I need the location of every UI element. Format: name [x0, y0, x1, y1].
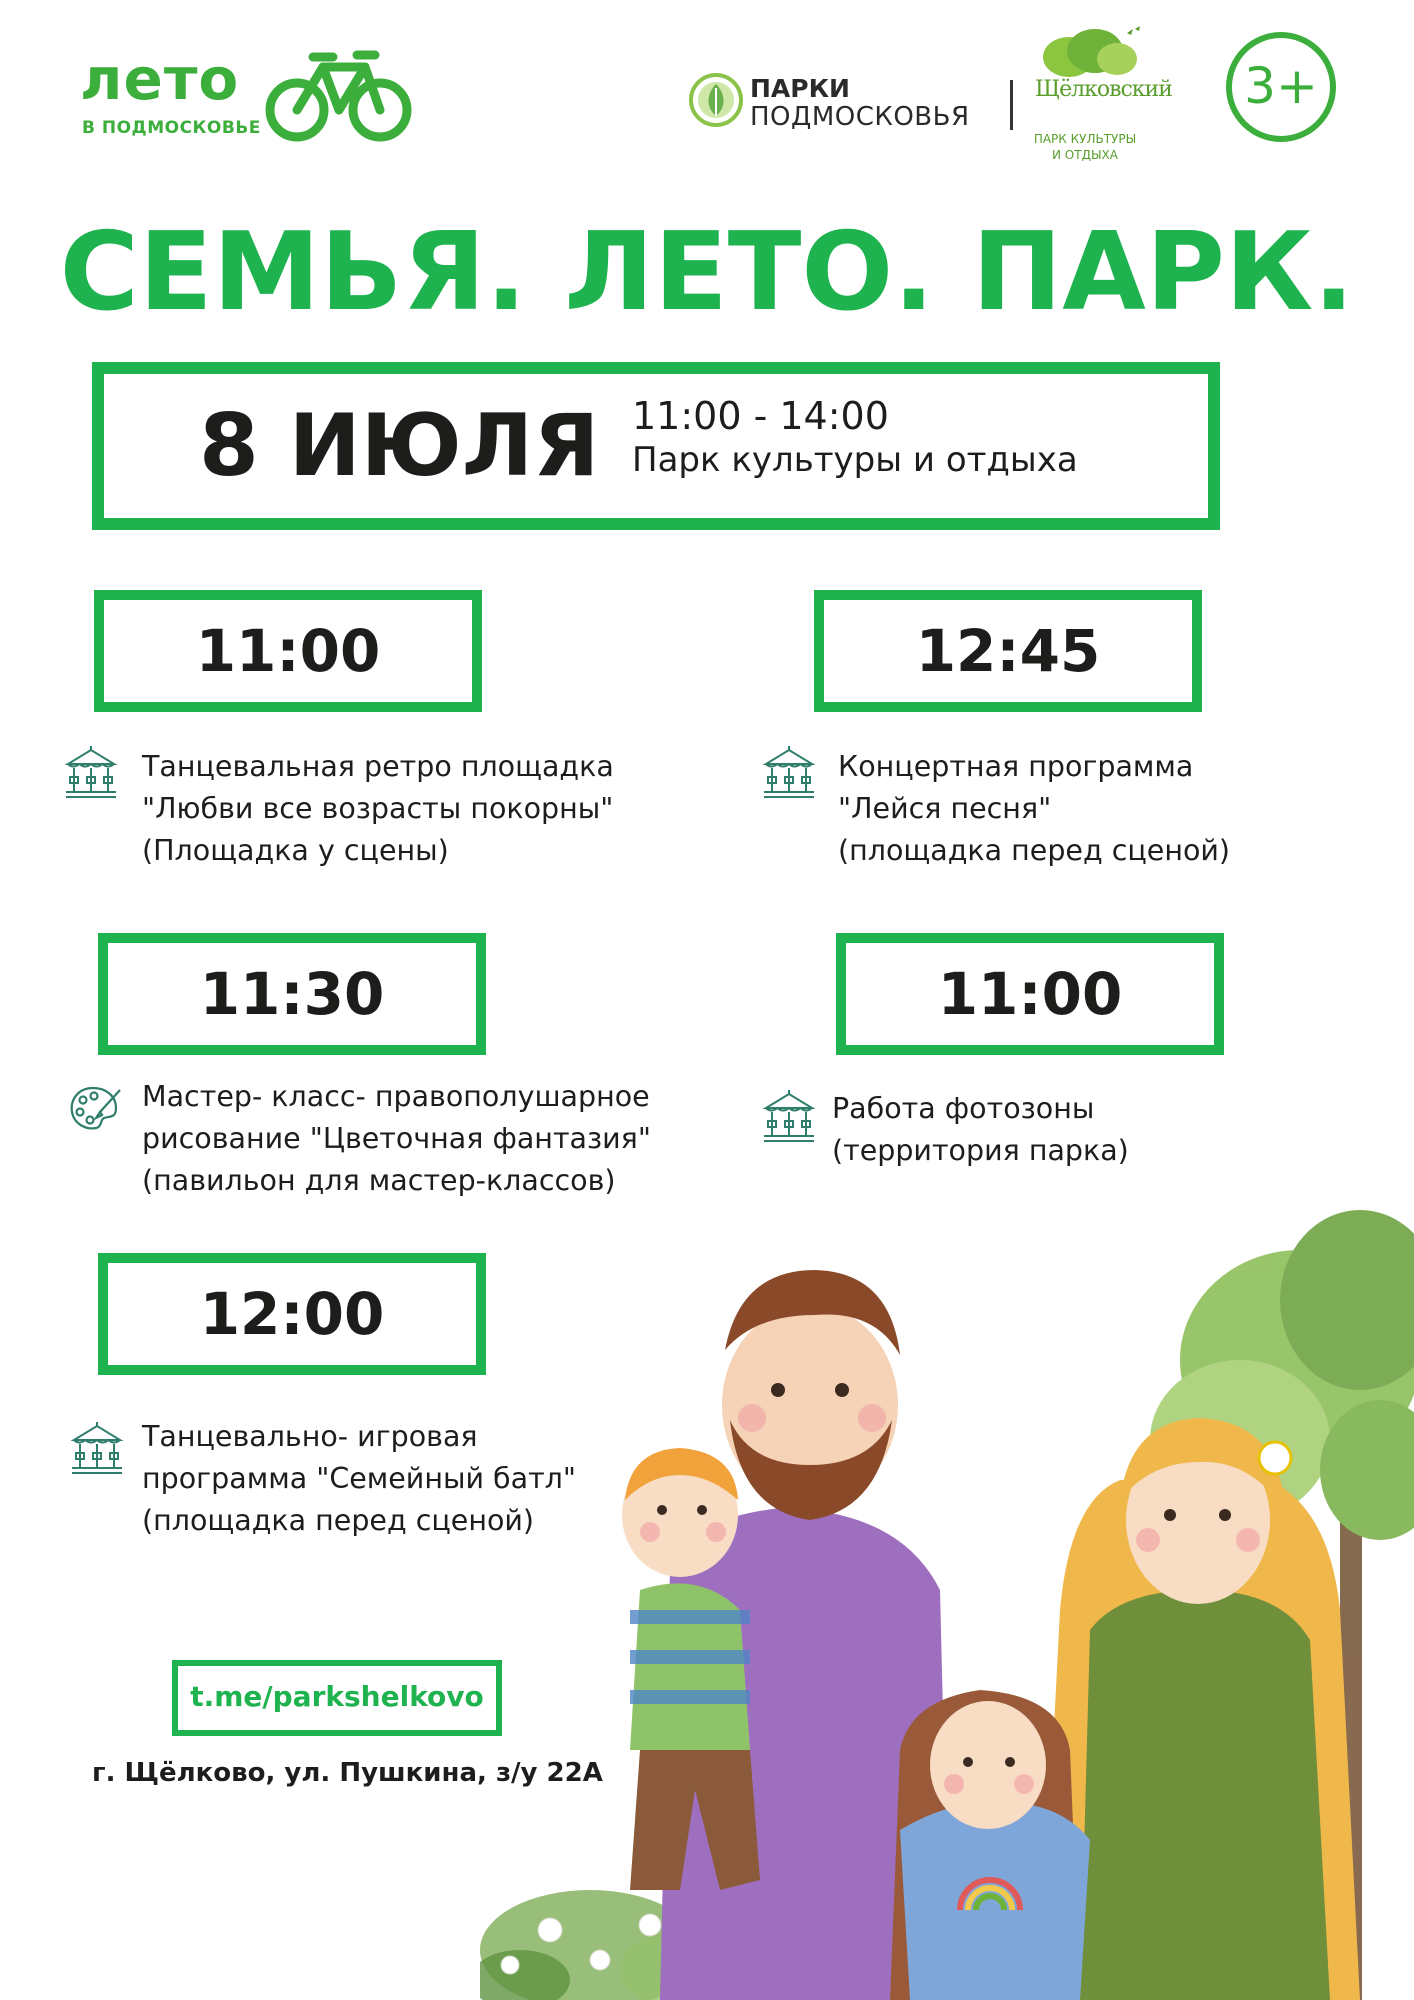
event-line: рисование "Цветочная фантазия" [142, 1122, 651, 1155]
event-line: Работа фотозоны [832, 1092, 1095, 1125]
age-rating-badge: 3+ [1226, 32, 1336, 142]
event-line: (Площадка у сцены) [142, 834, 449, 867]
carousel-icon [760, 744, 818, 802]
event-description [142, 746, 614, 872]
logo-divider [1010, 80, 1013, 130]
shchelkovsky-subtitle-line2: И ОТДЫХА [1052, 148, 1118, 162]
event-line: Танцевально- игровая [142, 1420, 478, 1453]
event-description [142, 1076, 651, 1202]
event-description [838, 746, 1230, 872]
event-time-range: 11:00 - 14:00 [632, 394, 889, 438]
palette-icon [66, 1080, 124, 1138]
shchelkovsky-park-logo [1025, 25, 1172, 165]
event-line: Концертная программа [838, 750, 1194, 783]
event-line: (павильон для мастер-классов) [142, 1164, 616, 1197]
event-line: "Любви все возрасты покорны" [142, 792, 614, 825]
event-line: (площадка перед сценой) [838, 834, 1231, 867]
parks-podmoskovya-logo [688, 68, 1018, 138]
time-box: 11:30 [98, 933, 486, 1055]
bicycle-icon [265, 45, 415, 145]
leto-logo-word: лето [80, 45, 240, 113]
date-box [92, 362, 1220, 530]
event-place: Парк культуры и отдыха [632, 440, 1078, 480]
time-box: 11:00 [836, 933, 1224, 1055]
leaf-emblem-icon [688, 72, 744, 128]
time-box: 12:45 [814, 590, 1202, 712]
parks-logo-line2: ПОДМОСКОВЬЯ [750, 102, 970, 132]
parks-logo-line1: ПАРКИ [750, 74, 850, 103]
leto-logo-subtitle: В ПОДМОСКОВЬЕ [82, 118, 261, 138]
event-line: программа "Семейный батл" [142, 1462, 576, 1495]
event-line: (площадка перед сценой) [142, 1504, 535, 1537]
time-box: 12:00 [98, 1253, 486, 1375]
shchelkovsky-subtitle-line1: ПАРК КУЛЬТУРЫ [1033, 132, 1137, 146]
mother-figure [1040, 1418, 1360, 2000]
event-line: Мастер- класс- правополушарное [142, 1080, 650, 1113]
event-line: Танцевальная ретро площадка [142, 750, 614, 783]
time-box: 11:00 [94, 590, 482, 712]
shchelkovsky-logo-subtitle [1025, 131, 1145, 163]
carousel-icon [760, 1088, 818, 1146]
telegram-link[interactable]: t.me/parkshelkovo [172, 1660, 502, 1736]
family-illustration [480, 1190, 1414, 2000]
event-line: "Лейся песня" [838, 792, 1052, 825]
event-description [832, 1088, 1129, 1172]
carousel-icon [68, 1420, 126, 1478]
carousel-icon [62, 744, 120, 802]
shchelkovsky-logo-word: Щёлковский [1035, 77, 1172, 102]
girl-figure [890, 1690, 1090, 2000]
poster-title: СЕМЬЯ. ЛЕТО. ПАРК. [59, 210, 1355, 335]
event-date: 8 ИЮЛЯ [199, 396, 600, 496]
park-address: г. Щёлково, ул. Пушкина, з/у 22А [92, 1758, 603, 1788]
event-line: (территория парка) [832, 1134, 1129, 1167]
leto-logo [80, 45, 430, 155]
tree-crown-icon [1029, 25, 1149, 85]
